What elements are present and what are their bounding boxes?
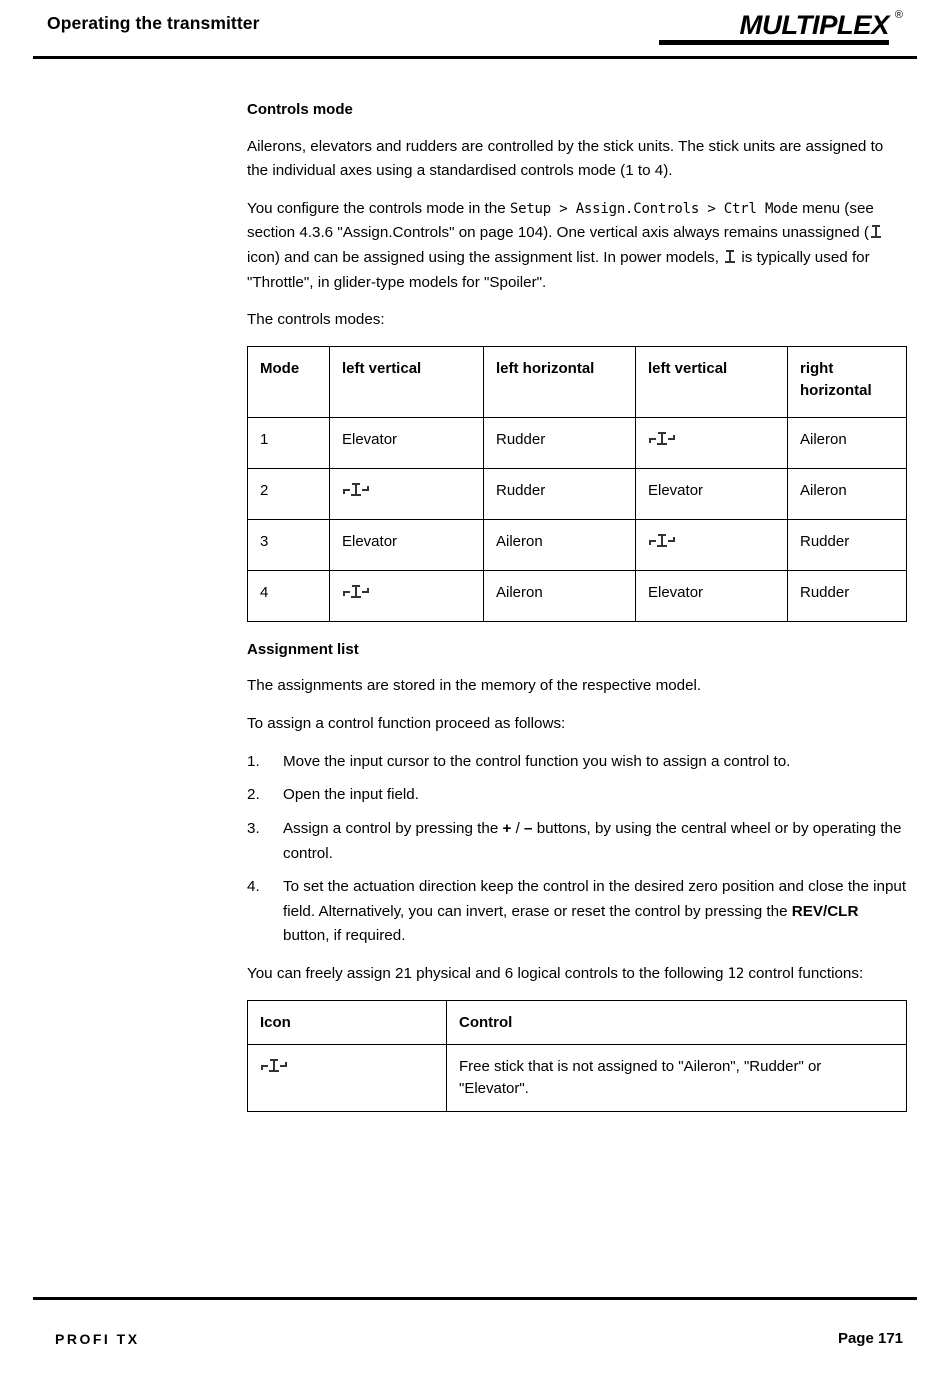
cell-right-horizontal: Rudder: [788, 519, 907, 570]
column-header-right-horizontal: right horizontal: [788, 346, 907, 417]
cell-left-vertical: [330, 468, 484, 519]
document-content: [247, 100, 907, 1130]
list-item: [247, 783, 907, 808]
table-row: [248, 1045, 907, 1112]
column-header-left-vertical: left vertical: [330, 346, 484, 417]
heading-assignment-list: Assignment list: [247, 640, 359, 658]
paragraph-freely-assign: [247, 962, 907, 987]
list-item: [247, 817, 907, 866]
table-row: [248, 468, 907, 519]
free-stick-icon: [723, 250, 737, 265]
paragraph-controls-intro: Ailerons, elevators and rudders are controlled by the stick units. The stick units are assigned to the individual axes using a standardised controls mode (1 to 4).: [247, 137, 884, 180]
text-segment: icon) and can be assigned using the assignment list. In power models,: [247, 249, 724, 266]
step-number: 2.: [247, 786, 260, 804]
registered-trademark-icon: ®: [894, 9, 903, 21]
step-text: To set the actuation direction keep the control in the desired zero position and close the input field. Alternatively, you can invert, erase or reset the control by pressing the: [283, 878, 907, 920]
cell-left-vertical: [330, 570, 484, 621]
column-header-right-vertical: left vertical: [636, 346, 788, 417]
step-number: 3.: [247, 819, 260, 837]
cell-left-horizontal: Aileron: [484, 570, 636, 621]
plus-button-label: +: [502, 819, 512, 837]
cell-mode: 3: [248, 519, 330, 570]
menu-path: Setup > Assign.Controls > Ctrl Mode: [509, 200, 798, 217]
free-stick-icon: [342, 585, 372, 600]
list-item: [247, 750, 907, 775]
cell-right-vertical: Elevator: [636, 468, 788, 519]
table-row: [248, 570, 907, 621]
text-segment: buttons, by using the central wheel or by operating the control.: [283, 819, 902, 862]
step-number: 4.: [247, 878, 260, 896]
text-segment: menu (see section 4.3.6 "Assign.Controls" on page 104). One vertical axis always remains unassigned (: [247, 199, 874, 242]
table-header-row: [248, 346, 907, 417]
step-text: Move the input cursor to the control function you wish to assign a control to.: [283, 752, 791, 770]
free-stick-icon: [648, 432, 678, 447]
free-stick-icon: [342, 483, 372, 498]
free-stick-icon: [260, 1059, 290, 1074]
controls-modes-table: [247, 346, 907, 622]
cell-control-description: Free stick that is not assigned to "Aileron", "Rudder" or "Elevator".: [447, 1045, 907, 1112]
free-stick-icon: [869, 225, 883, 240]
footer-divider: [33, 1297, 917, 1300]
table-row: [248, 417, 907, 468]
footer-product-name: PROFI TX: [55, 1331, 140, 1347]
cell-right-vertical: [636, 417, 788, 468]
cell-left-horizontal: Rudder: [484, 417, 636, 468]
text-segment: You can freely assign 21 physical and 6 logical controls to the following: [247, 965, 728, 982]
free-stick-icon: [648, 534, 678, 549]
heading-controls-mode: Controls mode: [247, 101, 353, 118]
text-segment: control functions:: [744, 965, 864, 982]
page-header: [0, 0, 950, 62]
control-functions-count: 12: [727, 966, 745, 982]
column-header-icon: Icon: [248, 1000, 447, 1045]
text-segment: You configure the controls mode in the: [247, 199, 510, 217]
column-header-control: Control: [447, 1000, 907, 1045]
logo-wordmark: MULTIPLEX: [739, 10, 889, 40]
text-segment: is typically used for "Throttle", in glider-type models for "Spoiler".: [247, 249, 870, 291]
cell-icon: [248, 1045, 447, 1112]
step-text: Assign a control by pressing the: [283, 819, 503, 837]
multiplex-logo: [643, 6, 903, 48]
cell-right-vertical: [636, 519, 788, 570]
header-divider: [33, 56, 917, 59]
cell-left-vertical: Elevator: [330, 519, 484, 570]
column-header-mode: Mode: [248, 346, 330, 417]
text-segment: /: [511, 819, 525, 837]
icon-control-table: [247, 1000, 907, 1112]
cell-right-horizontal: Aileron: [788, 468, 907, 519]
cell-right-vertical: Elevator: [636, 570, 788, 621]
paragraph-assign-intro: To assign a control function proceed as follows:: [247, 715, 566, 732]
page-title: Operating the transmitter: [47, 13, 260, 33]
cell-left-vertical: Elevator: [330, 417, 484, 468]
assignment-steps-list: [247, 750, 907, 949]
cell-right-horizontal: Aileron: [788, 417, 907, 468]
table-header-row: [248, 1000, 907, 1045]
paragraph-configure-controls-mode: [247, 197, 907, 296]
paragraph-modes-intro: The controls modes:: [247, 311, 385, 329]
logo-underline: [659, 40, 889, 45]
cell-mode: 4: [248, 570, 330, 621]
table-row: [248, 519, 907, 570]
footer-page-number: Page 171: [837, 1330, 903, 1347]
list-item: [247, 875, 907, 949]
cell-left-horizontal: Aileron: [484, 519, 636, 570]
step-number: 1.: [247, 752, 260, 770]
rev-clr-button-label: REV/CLR: [791, 902, 859, 920]
paragraph-assignments-stored: The assignments are stored in the memory of the respective model.: [247, 677, 702, 695]
text-segment: button, if required.: [283, 927, 406, 945]
step-text: Open the input field.: [283, 786, 419, 804]
cell-right-horizontal: Rudder: [788, 570, 907, 621]
cell-mode: 2: [248, 468, 330, 519]
cell-left-horizontal: Rudder: [484, 468, 636, 519]
minus-button-label: –: [524, 819, 533, 837]
cell-mode: 1: [248, 417, 330, 468]
column-header-left-horizontal: left horizontal: [484, 346, 636, 417]
